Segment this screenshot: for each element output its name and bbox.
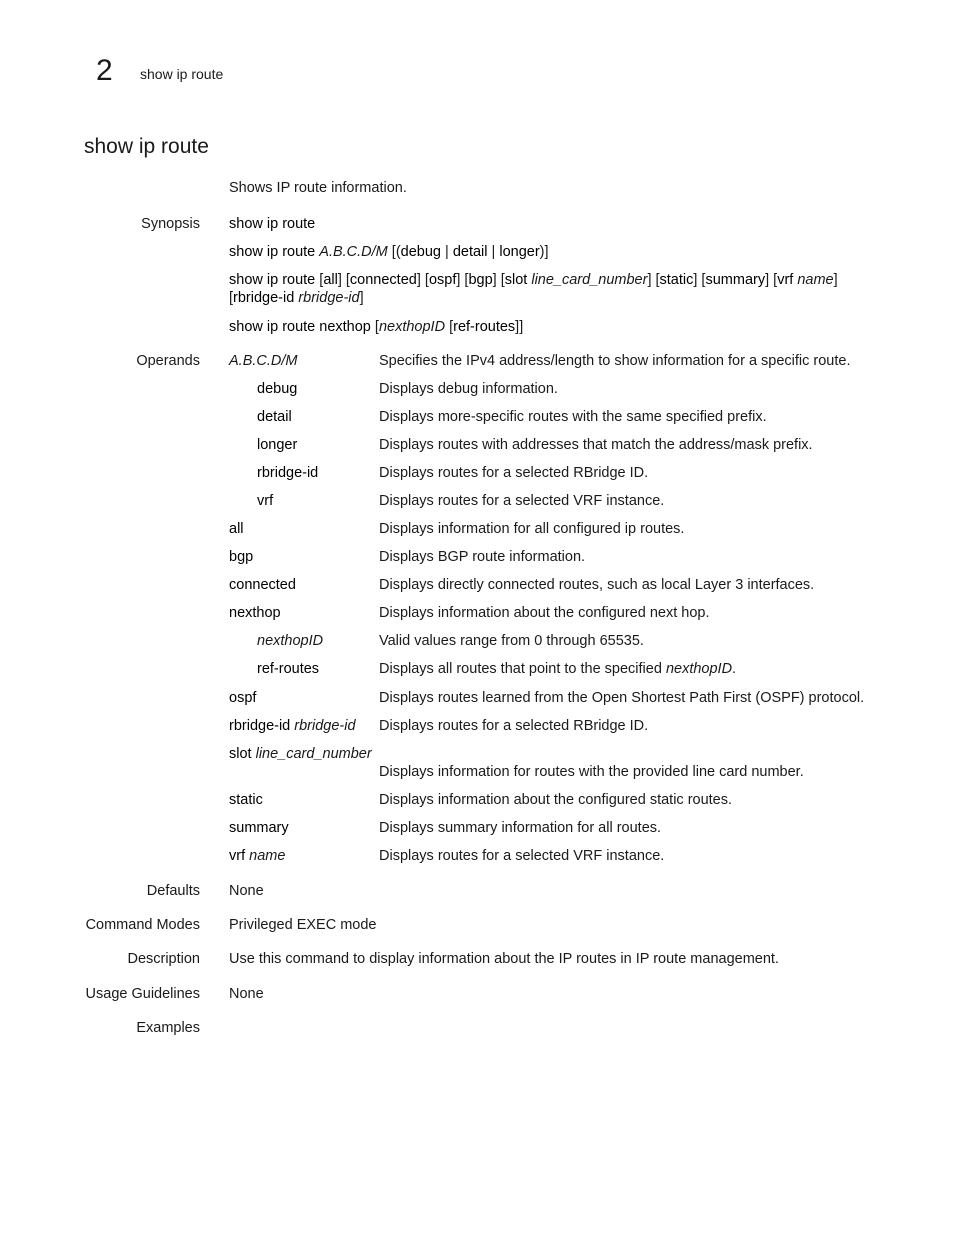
operand-desc-vrf-sub: Displays routes for a selected VRF instance. <box>379 493 665 509</box>
operand-term-longer: longer <box>257 437 298 453</box>
operand-desc-rbridge: Displays routes for a selected RBridge ID. <box>379 718 649 734</box>
operand-term-connected: connected <box>229 577 296 593</box>
operand-desc-vrf: Displays routes for a selected VRF instance. <box>379 848 665 864</box>
operand-desc-slot: Displays information for routes with the provided line card number. <box>379 764 804 780</box>
operand-term-vrf-sub: vrf <box>257 493 274 509</box>
synopsis-label: Synopsis <box>141 216 200 232</box>
operand-desc-detail: Displays more-specific routes with the same specified prefix. <box>379 409 767 425</box>
operand-term-ref-routes: ref-routes <box>257 661 320 677</box>
operand-desc-bgp: Displays BGP route information. <box>379 549 586 565</box>
defaults-label: Defaults <box>146 883 200 899</box>
operand-desc-static: Displays information about the configured static routes. <box>379 792 733 808</box>
running-header-title: show ip route <box>140 66 224 82</box>
operand-desc-abcd: Specifies the IPv4 address/length to show information for a specific route. <box>379 353 851 369</box>
operand-term-rbridge-sub: rbridge-id <box>257 465 319 481</box>
operand-desc-all: Displays information for all configured ip routes. <box>379 521 685 537</box>
operand-desc-longer: Displays routes with addresses that match the address/mask prefix. <box>379 437 813 453</box>
operand-desc-ref-routes: Displays all routes that point to the specified nexthopID. <box>379 661 737 677</box>
defaults-value: None <box>229 883 264 899</box>
synopsis-line-2: show ip route A.B.C.D/M [(debug | detail | longer)] <box>229 244 549 260</box>
description-label: Description <box>127 951 200 967</box>
command-modes-label: Command Modes <box>85 917 200 933</box>
operand-term-static: static <box>229 792 263 808</box>
operand-term-nexthopid: nexthopID <box>257 633 324 649</box>
chapter-number: 2 <box>96 54 113 87</box>
description-value: Use this command to display information about the IP routes in IP route management. <box>229 951 779 967</box>
intro-text: Shows IP route information. <box>229 180 407 196</box>
operand-desc-rbridge-sub: Displays routes for a selected RBridge ID. <box>379 465 649 481</box>
operand-desc-ospf: Displays routes learned from the Open Shortest Path First (OSPF) protocol. <box>379 690 865 706</box>
operand-term-slot: slot line_card_number <box>229 746 372 762</box>
synopsis-line-4: show ip route nexthop [nexthopID [ref-routes]] <box>229 319 524 335</box>
operand-term-nexthop: nexthop <box>229 605 281 621</box>
page-title: show ip route <box>84 135 209 158</box>
operand-term-summary: summary <box>229 820 289 836</box>
operand-term-rbridge: rbridge-id rbridge-id <box>229 718 356 734</box>
usage-guidelines-value: None <box>229 986 264 1002</box>
operand-term-ospf: ospf <box>229 690 257 706</box>
operand-term-all: all <box>229 521 244 537</box>
synopsis-line-1: show ip route <box>229 216 316 232</box>
synopsis-line-3: show ip route [all] [connected] [ospf] [bgp] [slot line_card_number] [static] [summary] [vrf name] <box>229 272 838 288</box>
operand-desc-connected: Displays directly connected routes, such as local Layer 3 interfaces. <box>379 577 815 593</box>
synopsis-line-3-cont: [rbridge-id rbridge-id] <box>229 290 364 306</box>
operand-term-debug: debug <box>257 381 298 397</box>
operands-label: Operands <box>136 353 200 369</box>
operand-term-detail: detail <box>257 409 292 425</box>
examples-label: Examples <box>136 1020 200 1036</box>
operand-term-bgp: bgp <box>229 549 254 565</box>
operand-desc-debug: Displays debug information. <box>379 381 558 397</box>
operand-term-abcd: A.B.C.D/M <box>229 353 298 369</box>
usage-guidelines-label: Usage Guidelines <box>85 986 200 1002</box>
command-modes-value: Privileged EXEC mode <box>229 917 377 933</box>
operand-desc-nexthopid: Valid values range from 0 through 65535. <box>379 633 644 649</box>
operand-desc-summary: Displays summary information for all routes. <box>379 820 662 836</box>
operand-term-vrf: vrf name <box>229 848 286 864</box>
operand-desc-nexthop: Displays information about the configured next hop. <box>379 605 710 621</box>
